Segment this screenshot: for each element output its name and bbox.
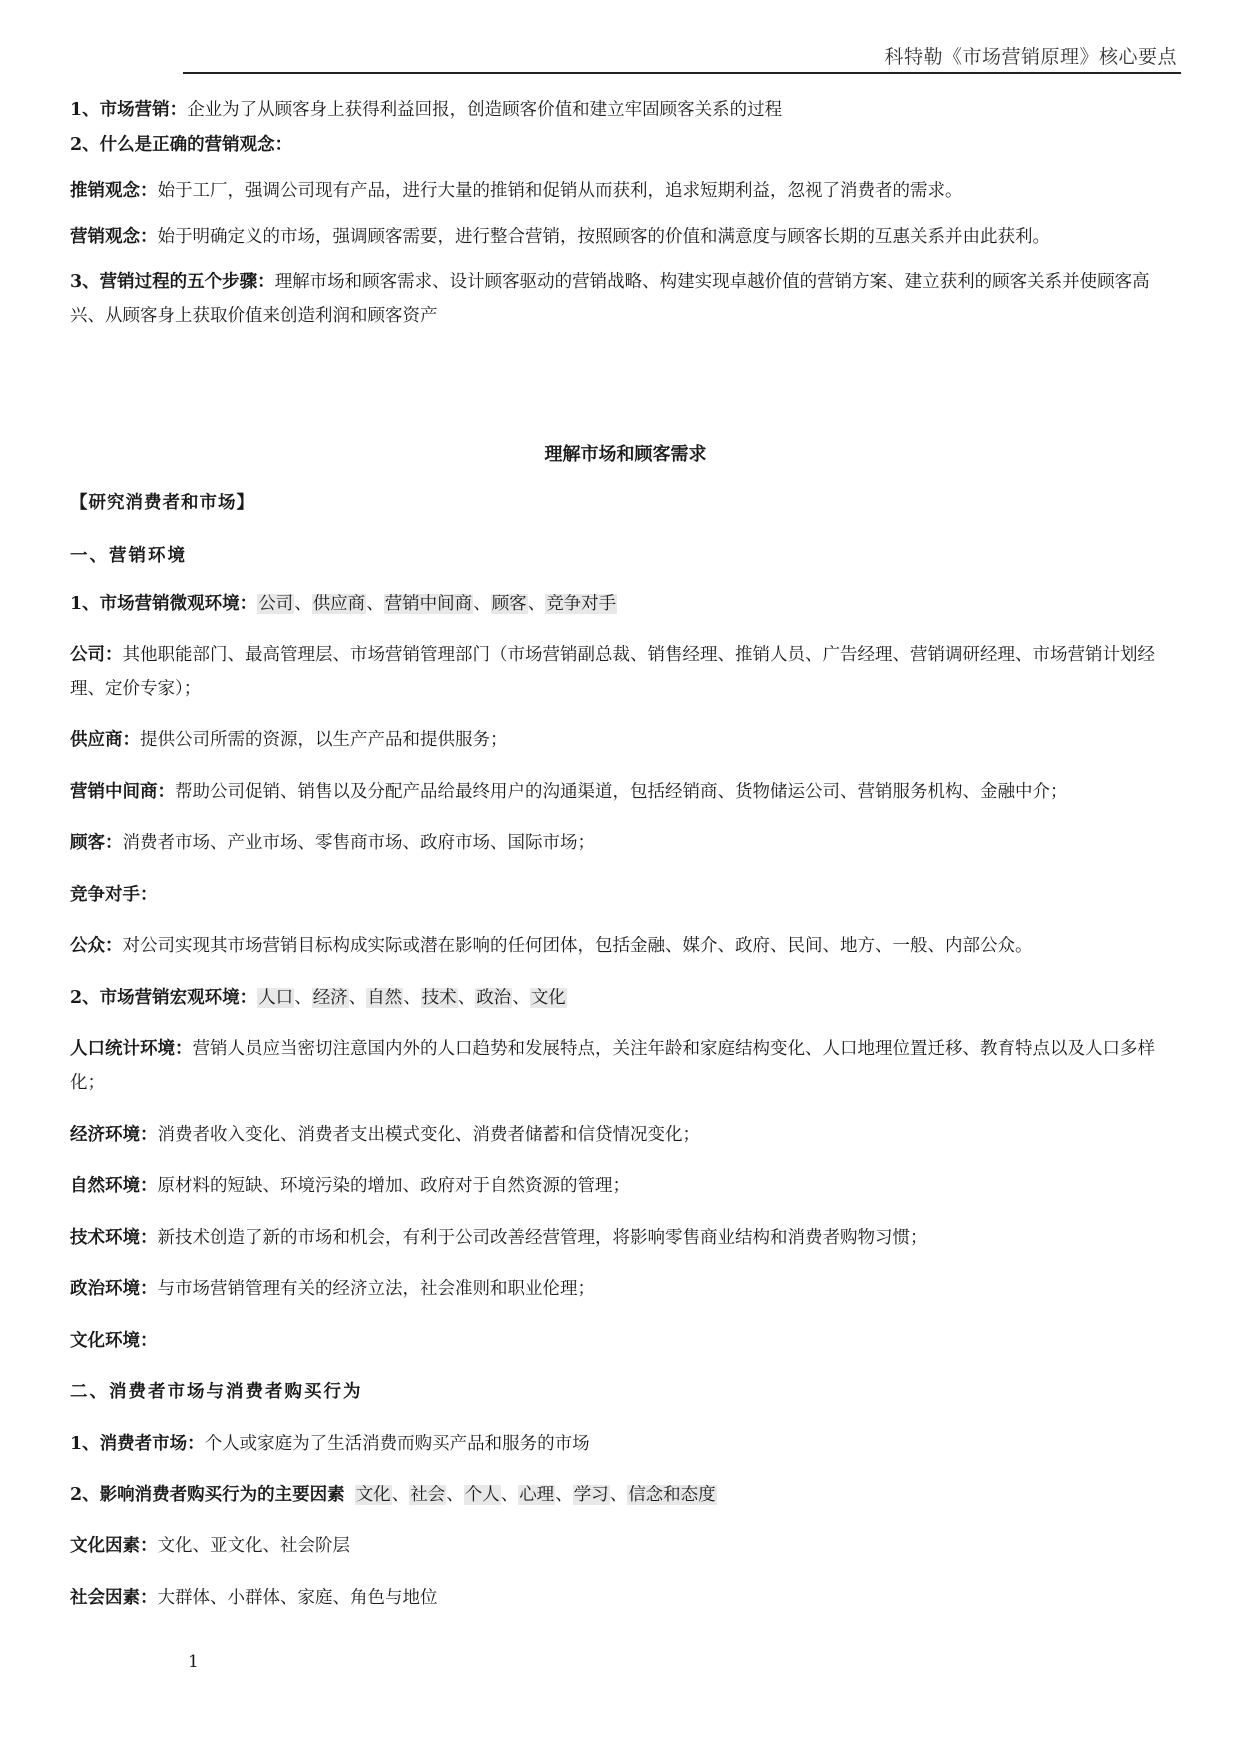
selling-concept	[70, 174, 1181, 208]
paragraph-label: 1、市场营销：	[70, 100, 188, 120]
heading-consumer-behavior: 二、消费者市场与消费者购买行为	[70, 1382, 363, 1402]
paragraph-text: 始于明确定义的市场，强调顾客需要，进行整合营销，按照顾客的价值和满意度与顾客长期的互惠关系并由此获利。	[157, 227, 1050, 247]
separator: 、	[403, 988, 421, 1008]
paragraph-label: 营销观念：	[70, 227, 158, 247]
paragraph-text: 消费者市场、产业市场、零售商市场、政府市场、国际市场；	[122, 833, 595, 853]
marketing-concept	[70, 220, 1181, 254]
competitor-description	[70, 878, 1181, 912]
paragraph-text: 企业为了从顾客身上获得利益回报，创造顾客价值和建立牢固顾客关系的过程	[187, 100, 783, 120]
company-description	[70, 638, 1181, 706]
highlight-term: 信念和态度	[628, 1485, 716, 1505]
natural-environment	[70, 1169, 1181, 1203]
intermediary-description	[70, 775, 1181, 809]
paragraph-label: 人口统计环境：	[70, 1039, 193, 1059]
separator: 、	[609, 1485, 628, 1505]
paragraph-label: 供应商：	[70, 730, 140, 750]
paragraph-label: 2、市场营销宏观环境：	[70, 988, 258, 1008]
paragraph-text: 文化、亚文化、社会阶层	[157, 1536, 350, 1556]
running-header-title: 科特勒《市场营销原理》核心要点	[884, 46, 1177, 68]
paragraph-text: 大群体、小群体、家庭、角色与地位	[157, 1588, 438, 1608]
highlight-term: 技术	[421, 988, 457, 1008]
paragraph-label: 自然环境：	[70, 1176, 158, 1196]
paragraph-text: 新技术创造了新的市场和机会，有利于公司改善经营管理，将影响零售商业结构和消费者购物习惯；	[157, 1228, 928, 1248]
paragraph-label: 文化环境：	[70, 1331, 158, 1351]
customer-description	[70, 826, 1181, 860]
highlight-term: 心理	[519, 1485, 555, 1505]
paragraph-text: 其他职能部门、最高管理层、市场营销管理部门（市场营销副总裁、销售经理、推销人员、广告经理、营销调研经理、市场营销计划经理、定价专家）；	[70, 645, 1155, 699]
highlight-term: 文化	[530, 988, 566, 1008]
highlight-term: 学习	[573, 1485, 609, 1505]
separator: 、	[348, 988, 367, 1008]
paragraph-text: 始于工厂，强调公司现有产品，进行大量的推销和促销从而获利，追求短期利益，忽视了消费者的需求。	[157, 181, 963, 201]
economic-environment	[70, 1118, 1181, 1152]
paragraph-label: 公众：	[70, 936, 123, 956]
paragraph-label: 营销中间商：	[70, 782, 175, 802]
highlight-term: 供应商	[312, 594, 366, 614]
bracket-heading: 【研究消费者和市场】	[70, 493, 255, 513]
highlight-term: 营销中间商	[384, 594, 473, 614]
paragraph-label: 顾客：	[70, 833, 123, 853]
supplier-description	[70, 723, 1181, 757]
separator: 、	[446, 1485, 464, 1505]
separator: 、	[473, 594, 491, 614]
highlight-term: 文化	[355, 1485, 391, 1505]
paragraph-text: 营销人员应当密切注意国内外的人口趋势和发展特点，关注年龄和家庭结构变化、人口地理位置迁移、教育特点以及人口多样化；	[70, 1039, 1155, 1093]
macro-environment	[70, 981, 1181, 1015]
paragraph-label: 推销观念：	[70, 181, 158, 201]
paragraph-label: 1、市场营销微观环境：	[70, 594, 258, 614]
social-factors	[70, 1581, 1181, 1615]
separator: 、	[527, 594, 546, 614]
paragraph-text: 消费者收入变化、消费者支出模式变化、消费者储蓄和信贷情况变化；	[157, 1125, 700, 1145]
separator: 、	[457, 988, 476, 1008]
demographic-environment	[70, 1032, 1181, 1100]
paragraph-text: 提供公司所需的资源，以生产产品和提供服务；	[140, 730, 508, 750]
page-number: 1	[188, 1652, 199, 1672]
paragraph-label: 公司：	[70, 645, 123, 665]
question-marketing-concept	[70, 128, 1181, 162]
definition-marketing	[70, 93, 1181, 127]
cultural-factors	[70, 1529, 1181, 1563]
highlight-term: 顾客	[491, 594, 527, 614]
cultural-environment	[70, 1324, 1181, 1358]
paragraph-label: 文化因素：	[70, 1536, 158, 1556]
highlight-term: 自然	[367, 988, 403, 1008]
highlight-term: 公司	[258, 594, 294, 614]
section-title: 理解市场和顾客需求	[544, 444, 707, 465]
paragraph-label: 1、消费者市场：	[70, 1434, 205, 1454]
highlight-term: 人口	[258, 988, 294, 1008]
highlight-term: 经济	[312, 988, 348, 1008]
highlight-term: 竞争对手	[546, 594, 617, 614]
separator: 、	[391, 1485, 410, 1505]
public-description	[70, 929, 1181, 963]
paragraph-text: 帮助公司促销、销售以及分配产品给最终用户的沟通渠道，包括经销商、货物储运公司、营销服务机构、金融中介；	[175, 782, 1068, 802]
paragraph-label: 经济环境：	[70, 1125, 158, 1145]
separator: 、	[512, 988, 530, 1008]
purchase-factors	[70, 1478, 1181, 1512]
marketing-process-steps	[70, 265, 1181, 333]
paragraph-text: 理解市场和顾客需求、设计顾客驱动的营销战略、构建实现卓越价值的营销方案、建立获利的顾客关系并使顾客高兴、从顾客身上获取价值来创造利润和顾客资产	[70, 272, 1150, 326]
paragraph-label: 社会因素：	[70, 1588, 158, 1608]
paragraph-text: 与市场营销管理有关的经济立法，社会准则和职业伦理；	[157, 1279, 595, 1299]
paragraph-label: 竞争对手：	[70, 885, 158, 905]
paragraph-label: 3、营销过程的五个步骤：	[70, 272, 275, 292]
paragraph-text: 个人或家庭为了生活消费而购买产品和服务的市场	[204, 1434, 590, 1454]
technology-environment	[70, 1221, 1181, 1255]
highlight-term: 个人	[464, 1485, 500, 1505]
paragraph-label: 2、什么是正确的营销观念：	[70, 135, 293, 155]
separator: 、	[555, 1485, 573, 1505]
separator: 、	[294, 988, 312, 1008]
header-rule	[183, 72, 1181, 74]
paragraph-label: 2、影响消费者购买行为的主要因素	[70, 1485, 345, 1505]
paragraph-label: 技术环境：	[70, 1228, 158, 1248]
highlight-term: 社会	[410, 1485, 446, 1505]
political-environment	[70, 1272, 1181, 1306]
heading-marketing-environment: 一、营销环境	[70, 546, 187, 566]
separator: 、	[294, 594, 312, 614]
separator: 、	[500, 1485, 519, 1505]
paragraph-text: 对公司实现其市场营销目标构成实际或潜在影响的任何团体，包括金融、媒介、政府、民间、地方、一般、内部公众。	[122, 936, 1033, 956]
separator: 、	[366, 594, 384, 614]
consumer-market	[70, 1427, 1181, 1461]
paragraph-label: 政治环境：	[70, 1279, 158, 1299]
paragraph-text: 原材料的短缺、环境污染的增加、政府对于自然资源的管理；	[157, 1176, 630, 1196]
micro-environment	[70, 587, 1181, 621]
highlight-term: 政治	[476, 988, 512, 1008]
